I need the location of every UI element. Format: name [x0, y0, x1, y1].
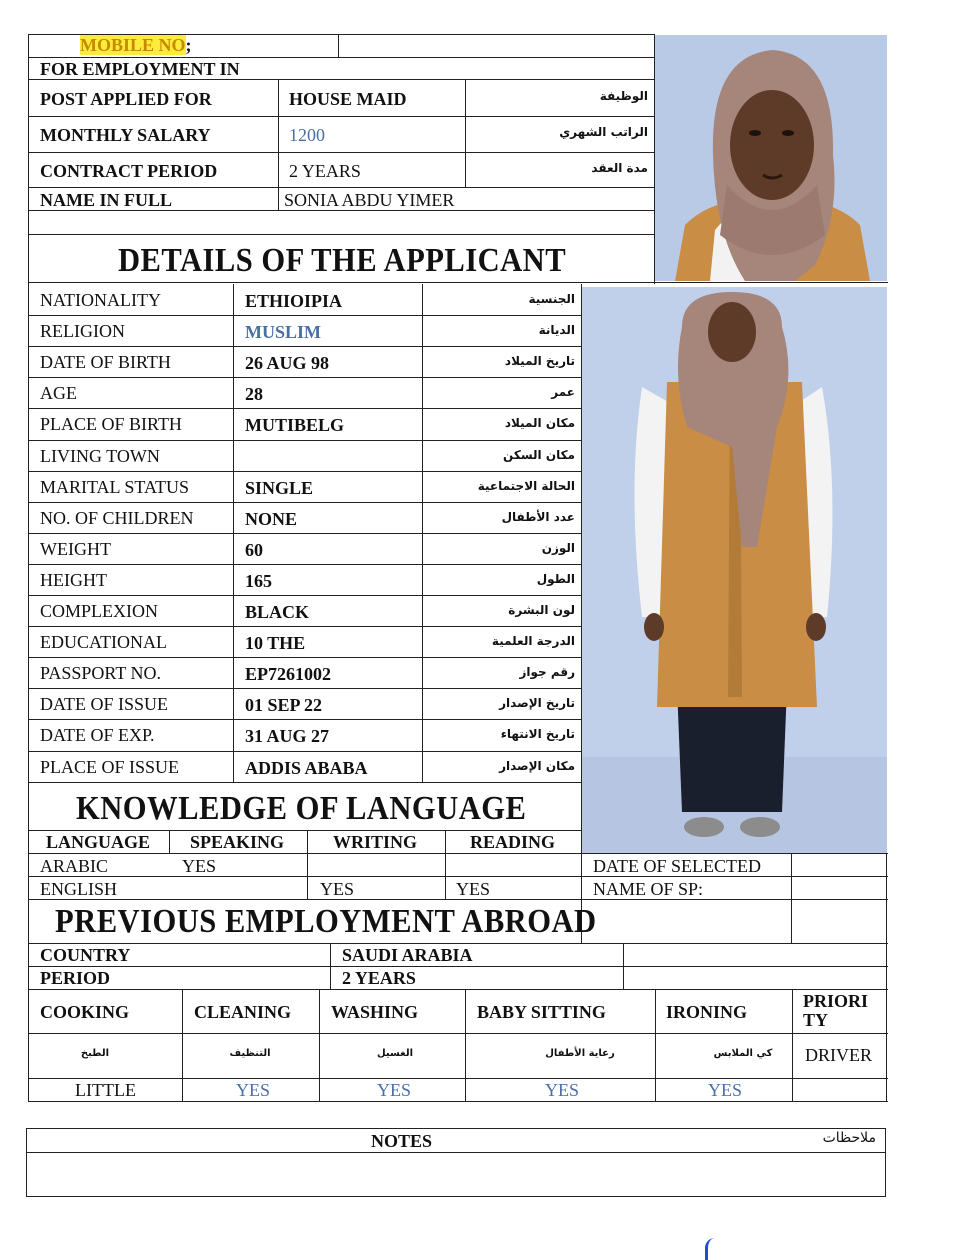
details-row-divider — [28, 408, 582, 409]
skill-washing-value: YES — [377, 1080, 412, 1100]
details-row-divider — [28, 751, 582, 752]
details-arabic-label: تاريخ الانتهاء — [500, 727, 575, 741]
skill-cleaning-value: YES — [236, 1080, 271, 1100]
details-value: ETHIOIPIA — [245, 291, 343, 311]
details-label: EDUCATIONAL — [40, 632, 167, 652]
details-value: MUSLIM — [245, 322, 321, 342]
pen-mark — [705, 1238, 722, 1260]
details-label: RELIGION — [40, 321, 125, 341]
details-row-divider — [28, 564, 582, 565]
details-label: DATE OF BIRTH — [40, 352, 171, 372]
details-row-divider — [28, 719, 582, 720]
skill-washing-header: WASHING — [331, 1002, 419, 1022]
details-arabic-label: الوزن — [541, 541, 575, 555]
salary-value: 1200 — [289, 125, 325, 145]
details-value: SINGLE — [245, 478, 314, 498]
details-value: MUTIBELG — [245, 415, 345, 435]
notes-ar: ملاحظات — [822, 1130, 876, 1146]
language-arabic-speaking: YES — [182, 856, 217, 876]
skill-babysitting-ar: رعاية الأطفال — [545, 1048, 615, 1059]
details-value: BLACK — [245, 602, 310, 622]
details-value: 26 AUG 98 — [245, 353, 330, 373]
details-value: 31 AUG 27 — [245, 726, 330, 746]
post-value: HOUSE MAID — [289, 89, 407, 109]
skill-cleaning-ar: التنظيف — [229, 1048, 271, 1059]
details-arabic-label: الطول — [536, 572, 575, 586]
details-arabic-label: الحالة الاجتماعية — [477, 479, 575, 493]
language-title: KNOWLEDGE OF LANGUAGE — [76, 790, 527, 827]
skill-cleaning-header: CLEANING — [194, 1002, 292, 1022]
details-value: EP7261002 — [245, 664, 332, 684]
details-row-divider — [28, 377, 582, 378]
details-label: DATE OF ISSUE — [40, 694, 169, 714]
for-employment-label: FOR EMPLOYMENT IN — [40, 59, 240, 79]
details-row-divider — [28, 595, 582, 596]
name-value: SONIA ABDU YIMER — [284, 190, 455, 210]
skill-cooking-ar: الطبخ — [80, 1048, 110, 1059]
details-arabic-label: تاريخ الميلاد — [504, 354, 575, 368]
details-label: MARITAL STATUS — [40, 477, 189, 497]
details-arabic-label: مكان الإصدار — [499, 759, 575, 773]
country-value: SAUDI ARABIA — [342, 945, 473, 965]
skill-babysitting-value: YES — [545, 1080, 580, 1100]
skill-priority-header: PRIORI TY — [803, 991, 869, 1030]
details-arabic-label: عدد الأطفال — [501, 510, 575, 524]
skill-ironing-ar: كي الملابس — [713, 1048, 773, 1059]
language-header-reading: READING — [470, 832, 556, 852]
post-label: POST APPLIED FOR — [40, 89, 212, 109]
details-arabic-label: الديانة — [538, 323, 575, 337]
language-header-speaking: SPEAKING — [190, 832, 285, 852]
details-row-divider — [28, 502, 582, 503]
applicant-full-photo — [582, 287, 887, 853]
details-value: 10 THE — [245, 633, 306, 653]
details-row-divider — [28, 533, 582, 534]
language-english: ENGLISH — [40, 879, 117, 899]
details-label: COMPLEXION — [40, 601, 159, 621]
previous-title: PREVIOUS EMPLOYMENT ABROAD — [55, 903, 597, 940]
details-label: NO. OF CHILDREN — [40, 508, 194, 528]
details-label: PLACE OF ISSUE — [40, 757, 180, 777]
skill-ironing-value: YES — [708, 1080, 743, 1100]
skill-cooking-header: COOKING — [40, 1002, 130, 1022]
language-header-language: LANGUAGE — [46, 832, 151, 852]
details-arabic-label: لون البشرة — [508, 603, 575, 617]
language-english-writing: YES — [320, 879, 355, 899]
details-label: NATIONALITY — [40, 290, 161, 310]
post-ar: الوظيفة — [599, 89, 648, 103]
details-label: HEIGHT — [40, 570, 107, 590]
salary-label: MONTHLY SALARY — [40, 125, 211, 145]
details-value: 165 — [245, 571, 272, 591]
details-row-divider — [28, 657, 582, 658]
skill-washing-ar: الغسيل — [376, 1048, 413, 1059]
skill-cooking-value: LITTLE — [75, 1080, 136, 1100]
contract-value: 2 YEARS — [289, 161, 361, 181]
details-label: AGE — [40, 383, 77, 403]
mobile-suffix: ; — [185, 35, 192, 55]
details-arabic-label: الدرجة العلمية — [491, 634, 575, 648]
mobile-label: MOBILE NO — [80, 35, 186, 55]
skill-driver: DRIVER — [805, 1045, 872, 1065]
details-label: PLACE OF BIRTH — [40, 414, 182, 434]
details-row-divider — [28, 315, 582, 316]
details-arabic-label: الجنسية — [528, 292, 575, 306]
skill-ironing-header: IRONING — [666, 1002, 748, 1022]
details-arabic-label: رقم جواز — [519, 665, 575, 679]
details-title: DETAILS OF THE APPLICANT — [118, 242, 567, 279]
details-arabic-label: مكان السكن — [503, 448, 575, 462]
language-header-writing: WRITING — [333, 832, 418, 852]
details-label: WEIGHT — [40, 539, 111, 559]
details-row-divider — [28, 688, 582, 689]
details-value: ADDIS ABABA — [245, 758, 368, 778]
details-row-divider — [28, 440, 582, 441]
language-english-reading: YES — [456, 879, 491, 899]
name-sp-label: NAME OF SP: — [593, 879, 704, 899]
country-label: COUNTRY — [40, 945, 131, 965]
details-row-divider — [28, 346, 582, 347]
contract-ar: مدة العقد — [591, 161, 648, 175]
notes-label: NOTES — [371, 1131, 433, 1151]
details-arabic-label: عمر — [551, 385, 575, 399]
skill-babysitting-header: BABY SITTING — [477, 1002, 606, 1022]
details-row-divider — [28, 626, 582, 627]
details-arabic-label: مكان الميلاد — [504, 416, 575, 430]
name-label: NAME IN FULL — [40, 190, 173, 210]
details-label: PASSPORT NO. — [40, 663, 161, 683]
salary-ar: الراتب الشهري — [559, 125, 648, 139]
details-value: NONE — [245, 509, 298, 529]
details-label: LIVING TOWN — [40, 446, 160, 466]
date-selected-label: DATE OF SELECTED — [593, 856, 761, 876]
period-label: PERIOD — [40, 968, 111, 988]
applicant-headshot — [655, 35, 887, 281]
period-value: 2 YEARS — [342, 968, 416, 988]
contract-label: CONTRACT PERIOD — [40, 161, 218, 181]
details-value: 01 SEP 22 — [245, 695, 323, 715]
details-label: DATE OF EXP. — [40, 725, 155, 745]
details-value: 60 — [245, 540, 263, 560]
language-arabic: ARABIC — [40, 856, 109, 876]
details-arabic-label: تاريخ الإصدار — [499, 696, 575, 710]
details-row-divider — [28, 471, 582, 472]
details-value: 28 — [245, 384, 263, 404]
